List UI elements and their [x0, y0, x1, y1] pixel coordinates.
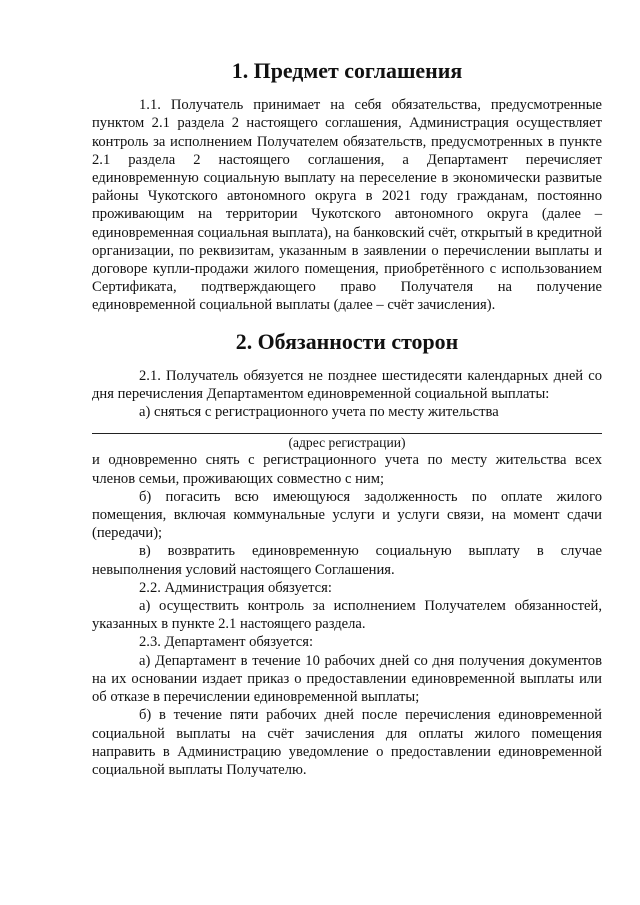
clause-2-1: 2.1. Получатель обязуется не позднее шестидесяти календарных дней со дня перечисления Департаментом единовременной социальной выплаты:	[92, 367, 602, 403]
section-1-heading: 1. Предмет соглашения	[231, 58, 463, 83]
clause-2-3-a: а) Департамент в течение 10 рабочих дней со дня получения документов на их основании издает приказ о предоставлении единовременной выплаты или об отказе в перечислении единовременной выплаты;	[92, 652, 602, 706]
clause-2-2: 2.2. Администрация обязуется:	[139, 579, 332, 596]
address-blank-line	[92, 433, 602, 451]
clause-2-2-a: а) осуществить контроль за исполнением Получателем обязанностей, указанных в пункте 2.1 настоящего раздела.	[92, 598, 602, 633]
section-2-heading: 2. Обязанности сторон	[235, 328, 459, 354]
clause-2-3: 2.3. Департамент обязуется:	[139, 634, 314, 651]
clause-2-1-b: б) погасить всю имеющуюся задолженность по оплате жилого помещения, включая коммунальные услуги и услуги связи, на момент сдачи (передачи);	[92, 488, 602, 542]
clause-2-3-b: б) в течение пяти рабочих дней после перечисления единовременной социальной выплаты на счёт зачисления для оплаты жилого помещения направить в Администрацию уведомление о предоставлении единовременной социальной выплаты Получателю.	[92, 707, 602, 778]
clause-2-1-a: а) сняться с регистрационного учета по месту жительства	[139, 404, 499, 421]
clause-2-1-a-continuation: и одновременно снять с регистрационного учета по месту жительства всех членов семьи, проживающих совместно с ним;	[92, 452, 602, 487]
document-page	[92, 58, 602, 779]
clause-1-1: 1.1. Получатель принимает на себя обязательства, предусмотренные пунктом 2.1 раздела 2 настоящего соглашения, Администрация осуществляет контроль за исполнением Получателем обязательств, предусмотренных в пункте 2.1 раздела 2 настоящего соглашения, а Департамент перечисляет единовременную социальную выплату на переселение в экономически развитые районы Чукотского автономного округа в 2021 году гражданам, постоянно проживающим на территории Чукотского автономного округа (далее – единовременная социальная выплата), на банковский счёт, открытый в кредитной организации, по реквизитам, указанным в заявлении о перечислении выплаты и договоре купли-продажи жилого помещения, приобретённого с использованием Сертификата, подтверждающего право Получателя на получение единовременной социальной выплаты (далее – счёт зачисления).	[92, 97, 602, 314]
clause-2-1-v: в) возвратить единовременную социальную выплату в случае невыполнения условий настоящего Соглашения.	[92, 543, 602, 578]
address-caption: (адрес регистрации)	[288, 435, 406, 451]
